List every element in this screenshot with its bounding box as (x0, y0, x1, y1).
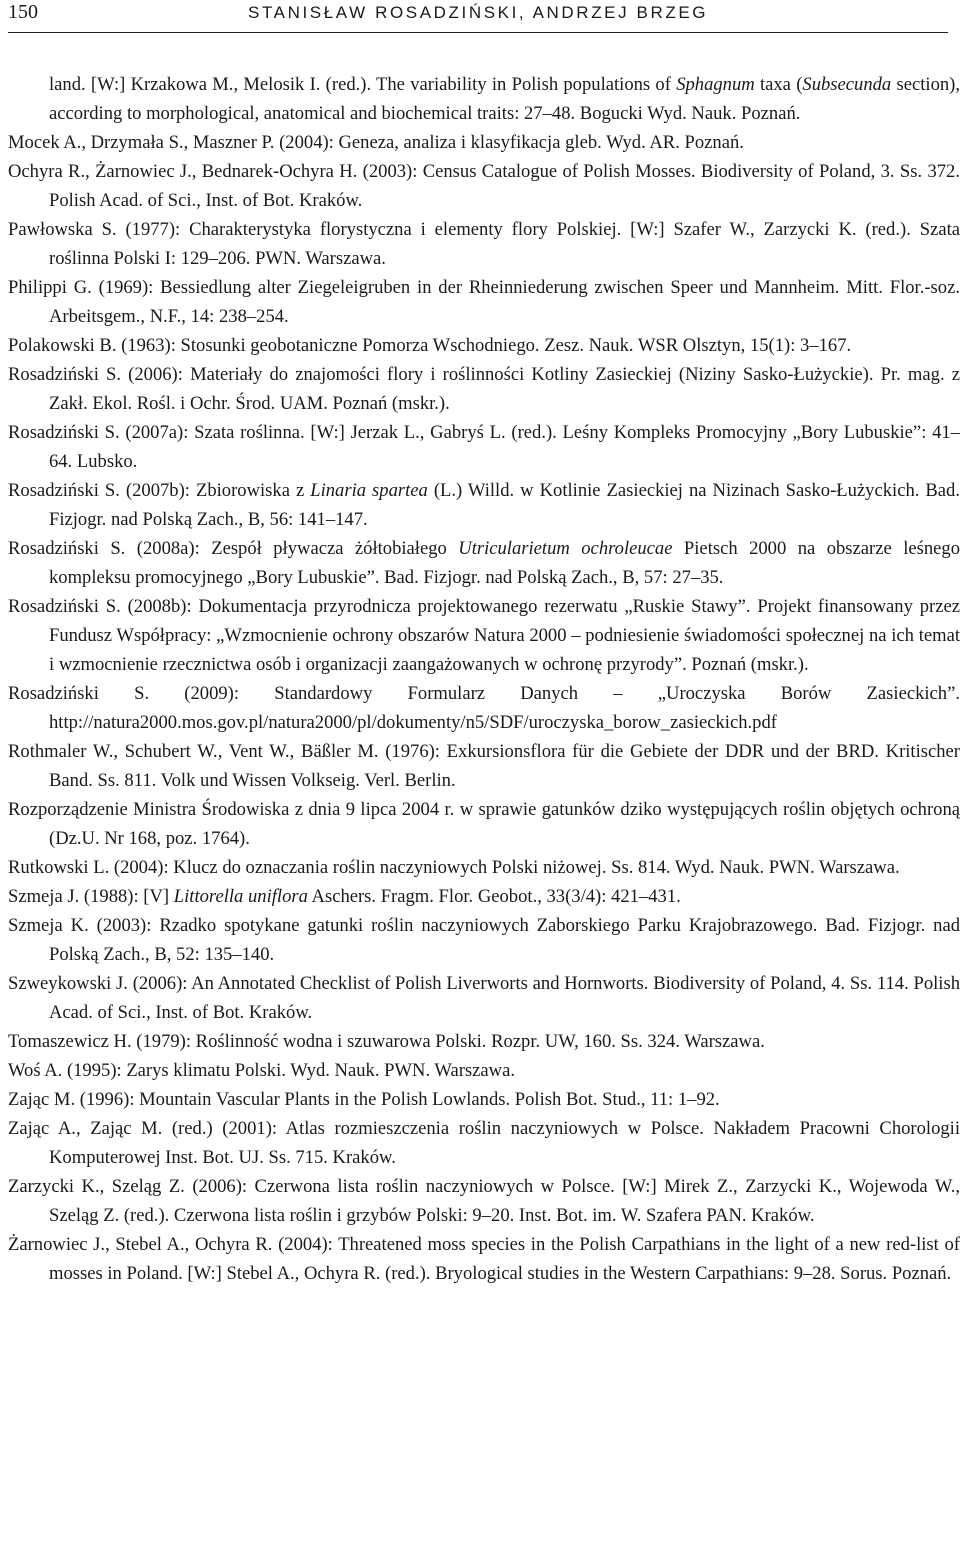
reference-entry (8, 476, 960, 534)
italic-taxon-name: Sphagnum (676, 74, 755, 95)
running-head: STANISŁAW ROSADZIŃSKI, ANDRZEJ BRZEG (248, 3, 709, 22)
reference-text: Rosadziński S. (2008a): Zespół pływacza żółtobiałego (8, 538, 459, 559)
reference-text: Szmeja J. (1988): [V] (8, 886, 174, 907)
reference-text: Zając M. (1996): Mountain Vascular Plants in the Polish Lowlands. Polish Bot. Stud., 11: 1–92. (8, 1089, 720, 1110)
reference-text: Żarnowiec J., Stebel A., Ochyra R. (2004): Threatened moss species in the Polish Carpathians in the light of a new red-list of mosses in Poland. [W:] Stebel A., Ochyra R. (red.). Bryological studies in the Western Carpathians: 9–28. Sorus. Poznań. (8, 1234, 960, 1284)
italic-taxon-name: Littorella uniflora (173, 886, 308, 907)
reference-entry (8, 853, 960, 882)
reference-text: Szmeja K. (2003): Rzadko spotykane gatunki roślin naczyniowych Zaborskiego Parku Krajobrazowego. Bad. Fizjogr. nad Polską Zach., B, 52: 135–140. (8, 915, 960, 965)
reference-entry (8, 1172, 960, 1230)
reference-list (8, 70, 960, 1288)
reference-text: Zarzycki K., Szeląg Z. (2006): Czerwona lista roślin naczyniowych w Polsce. [W:] Mirek Z., Zarzycki K., Wojewoda W., Szeląg Z. (red.). Czerwona lista roślin i grzybów Polski: 9–20. Inst. Bot. im. W. Szafera PAN. Kraków. (8, 1176, 960, 1226)
reference-entry (8, 969, 960, 1027)
reference-entry (8, 273, 960, 331)
reference-text: Szweykowski J. (2006): An Annotated Checklist of Polish Liverworts and Hornworts. Biodiversity of Poland, 4. Ss. 114. Polish Acad. of Sci., Inst. of Bot. Kraków. (8, 973, 960, 1023)
page-number: 150 (8, 1, 38, 23)
reference-text: Rosadziński S. (2007b): Zbiorowiska z (8, 480, 311, 501)
reference-entry (8, 331, 960, 360)
reference-text: (L.) Willd. w Kotlinie Zasieckiej na Nizinach Sasko-Łużyckich. Bad. Fizjogr. nad Polską Zach., B, 56: 141–147. (49, 480, 960, 530)
reference-entry (8, 215, 960, 273)
reference-entry (8, 534, 960, 592)
reference-entry (8, 592, 960, 679)
reference-entry (8, 360, 960, 418)
italic-taxon-name: Linaria spartea (310, 480, 428, 501)
reference-entry (8, 737, 960, 795)
reference-entry (8, 418, 960, 476)
reference-text: Rutkowski L. (2004): Klucz do oznaczania roślin naczyniowych Polski niżowej. Ss. 814. Wyd. Nauk. PWN. Warszawa. (8, 857, 900, 878)
reference-entry (8, 882, 960, 911)
reference-text: taxa ( (754, 74, 803, 95)
reference-entry (8, 128, 960, 157)
page-header (8, 0, 948, 33)
reference-text: Tomaszewicz H. (1979): Roślinność wodna i szuwarowa Polski. Rozpr. UW, 160. Ss. 324. Warszawa. (8, 1031, 765, 1052)
reference-text: Philippi G. (1969): Bessiedlung alter Ziegeleigruben in der Rheinniederung zwischen Speer und Mannheim. Mitt. Flor.-soz. Arbeitsgem., N.F., 14: 238–254. (8, 277, 960, 327)
reference-entry (8, 795, 960, 853)
reference-text: Rosadziński S. (2007a): Szata roślinna. [W:] Jerzak L., Gabryś L. (red.). Leśny Kompleks Promocyjny „Bory Lubuskie”: 41–64. Lubsko. (8, 422, 960, 472)
reference-text: Woś A. (1995): Zarys klimatu Polski. Wyd. Nauk. PWN. Warszawa. (8, 1060, 515, 1081)
reference-text: Polakowski B. (1963): Stosunki geobotaniczne Pomorza Wschodniego. Zesz. Nauk. WSR Olsztyn, 15(1): 3–167. (8, 335, 852, 356)
italic-taxon-name: Utricularietum ochroleucae (458, 538, 673, 559)
reference-text: Rosadziński S. (2009): Standardowy Formularz Danych – „Uroczyska Borów Zasieckich”. http://natura2000.mos.gov.pl/natura2000/pl/dokumenty/n5/SDF/uroczyska_borow_zasieckich.pdf (8, 683, 960, 733)
reference-entry (8, 1114, 960, 1172)
reference-entry (8, 157, 960, 215)
reference-text: Ochyra R., Żarnowiec J., Bednarek-Ochyra H. (2003): Census Catalogue of Polish Mosses. Biodiversity of Poland, 3. Ss. 372. Polish Acad. of Sci., Inst. of Bot. Kraków. (8, 161, 960, 211)
reference-entry (8, 1056, 960, 1085)
reference-text: Rosadziński S. (2008b): Dokumentacja przyrodnicza projektowanego rezerwatu „Ruskie Stawy”. Projekt finansowany przez Fundusz Współpracy: „Wzmocnienie ochrony obszarów Natura 2000 – podniesienie świadomości społecznej na ich temat i wzmocnienie rzecznictwa osób i organizacji zaangażowanych w ochronę przyrody”. Poznań (mskr.). (8, 596, 960, 675)
reference-entry (8, 911, 960, 969)
reference-text: Pawłowska S. (1977): Charakterystyka florystyczna i elementy flory Polskiej. [W:] Szafer W., Zarzycki K. (red.). Szata roślinna Polski I: 129–206. PWN. Warszawa. (8, 219, 960, 269)
reference-entry-continuation (8, 70, 960, 128)
reference-text: section), according to morphological, anatomical and biochemical traits: 27–48. Bogucki Wyd. Nauk. Poznań. (49, 74, 960, 124)
reference-text: land. [W:] Krzakowa M., Melosik I. (red.). The variability in Polish populations of (49, 74, 677, 95)
reference-text: Rozporządzenie Ministra Środowiska z dnia 9 lipca 2004 r. w sprawie gatunków dziko występujących roślin objętych ochroną (Dz.U. Nr 168, poz. 1764). (8, 799, 960, 849)
italic-taxon-name: Subsecunda (802, 74, 892, 95)
reference-entry (8, 1230, 960, 1288)
reference-text: Mocek A., Drzymała S., Maszner P. (2004): Geneza, analiza i klasyfikacja gleb. Wyd. AR. Poznań. (8, 132, 744, 153)
reference-entry (8, 1027, 960, 1056)
reference-text: Pietsch 2000 na obszarze leśnego kompleksu promocyjnego „Bory Lubuskie”. Bad. Fizjogr. nad Polską Zach., B, 57: 27–35. (49, 538, 960, 588)
reference-text: Zając A., Zając M. (red.) (2001): Atlas rozmieszczenia roślin naczyniowych w Polsce. Nakładem Pracowni Chorologii Komputerowej Inst. Bot. UJ. Ss. 715. Kraków. (8, 1118, 960, 1168)
reference-text: Rosadziński S. (2006): Materiały do znajomości flory i roślinności Kotliny Zasieckiej (Niziny Sasko-Łużyckie). Pr. mag. z Zakł. Ekol. Rośl. i Ochr. Środ. UAM. Poznań (mskr.). (8, 364, 960, 414)
reference-text: Rothmaler W., Schubert W., Vent W., Bäßler M. (1976): Exkursionsflora für die Gebiete der DDR und der BRD. Kritischer Band. Ss. 811. Volk und Wissen Volkseig. Verl. Berlin. (8, 741, 960, 791)
reference-entry (8, 679, 960, 737)
reference-text: Aschers. Fragm. Flor. Geobot., 33(3/4): 421–431. (307, 886, 681, 907)
reference-entry (8, 1085, 960, 1114)
